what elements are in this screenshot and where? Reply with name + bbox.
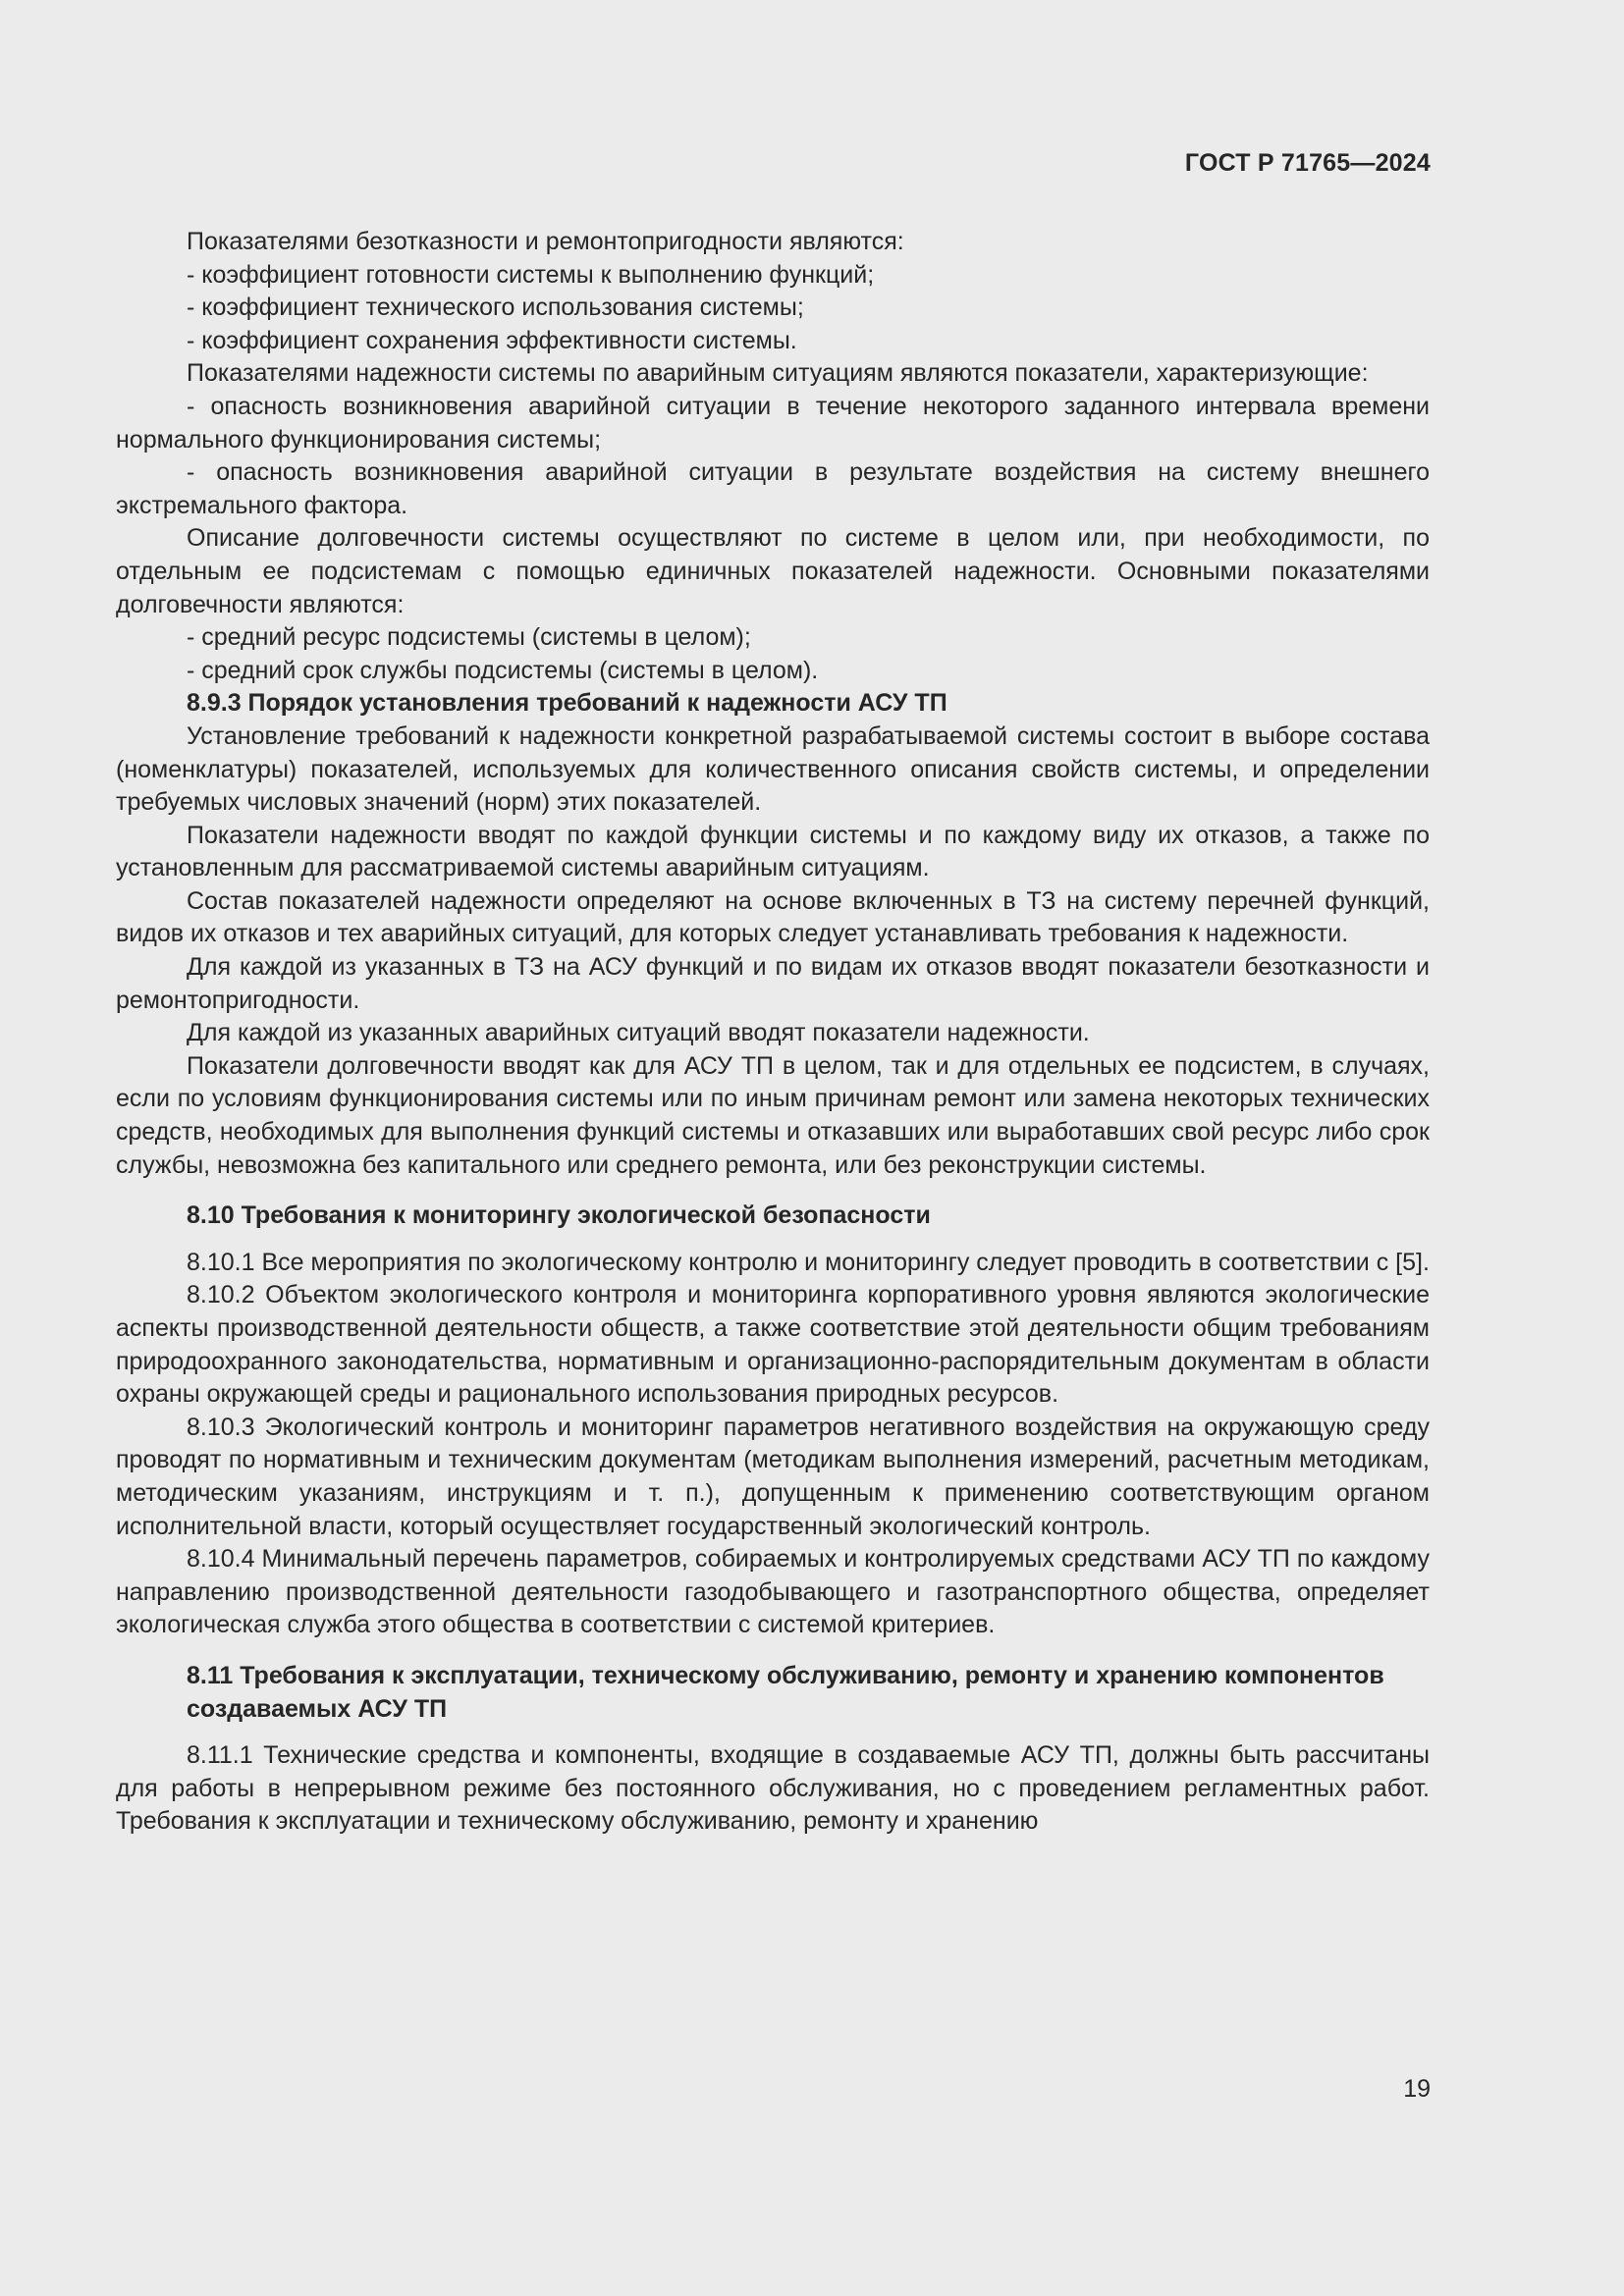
paragraph: 8.10.1 Все мероприятия по экологическому контролю и мониторингу следует проводить в соответствии с [5]. <box>187 1248 1430 1276</box>
paragraph: - коэффициент сохранения эффективности системы. <box>187 326 797 354</box>
paragraph: Для каждой из указанных аварийных ситуаций вводят показатели надежности. <box>187 1019 1090 1047</box>
paragraph: - средний ресурс подсистемы (системы в целом); <box>187 623 751 652</box>
paragraph: - коэффициент готовности системы к выполнению функций; <box>187 260 875 289</box>
document-body <box>116 226 1430 1839</box>
paragraph: Показатели долговечности вводят как для АСУ ТП в целом, так и для отдельных ее подсистем, в случаях, если по условиям функционирования системы или по иным причинам ремонт или замена некоторых технических средств, необходимых для выполнения функций системы и отказавших или выработавших свой ресурс либо срок службы, невозможна без капитального или среднего ремонта, или без реконструкции системы. <box>116 1051 1430 1179</box>
paragraph: - средний срок службы подсистемы (системы в целом). <box>187 656 819 684</box>
paragraph: Для каждой из указанных в ТЗ на АСУ функций и по видам их отказов вводят показатели безотказности и ремонтопригодности. <box>116 953 1430 1014</box>
paragraph: Состав показателей надежности определяют на основе включенных в ТЗ на систему перечней функций, видов их отказов и тех аварийных ситуаций, для которых следует устанавливать требования к надежности. <box>116 886 1430 948</box>
paragraph: Описание долговечности системы осуществляют по системе в целом или, при необходимости, по отдельным ее подсистемам с помощью единичных показателей надежности. Основными показателями долговечности являются: <box>116 524 1430 618</box>
paragraph: 8.10.4 Минимальный перечень параметров, собираемых и контролируемых средствами АСУ ТП по каждому направлению производственной деятельности газодобывающего и газотранспортного общества, определяет экологическая служба этого общества в соответствии с системой критериев. <box>116 1545 1430 1639</box>
paragraph: Показатели надежности вводят по каждой функции системы и по каждому виду их отказов, а также по установленным для рассматриваемой системы аварийным ситуациям. <box>116 821 1430 882</box>
paragraph: - опасность возникновения аварийной ситуации в течение некоторого заданного интервала времени нормального функционирования системы; <box>116 392 1430 454</box>
paragraph: 8.10.3 Экологический контроль и мониторинг параметров негативного воздействия на окружающую среду проводят по нормативным и техническим документам (методикам выполнения измерений, расчетным методикам, методическим указаниям, инструкциям и т. п.), допущенным к применению соответствующим органом исполнительной власти, который осуществляет государственный экологический контроль. <box>116 1413 1430 1540</box>
section-heading: 8.11 Требования к эксплуатации, техническому обслуживанию, ремонту и хранению компонентов создаваемых АСУ ТП <box>187 1661 1384 1723</box>
document-header: ГОСТ Р 71765—2024 <box>1184 149 1431 177</box>
paragraph: Показателями надежности системы по аварийным ситуациям являются показатели, характеризующие: <box>187 359 1369 388</box>
section-heading: 8.10 Требования к мониторингу экологической безопасности <box>187 1201 931 1230</box>
paragraph: 8.10.2 Объектом экологического контроля и мониторинга корпоративного уровня являются экологические аспекты производственной деятельности обществ, а также соответствие этой деятельности общим требованиям природоохранного законодательства, нормативным и организационно-распорядительным документам в области охраны окружающей среды и рационального использования природных ресурсов. <box>116 1281 1430 1409</box>
paragraph: Установление требований к надежности конкретной разрабатываемой системы состоит в выборе состава (номенклатуры) показателей, используемых для количественного описания свойств системы, и определении требуемых числовых значений (норм) этих показателей. <box>116 721 1430 817</box>
paragraph: - коэффициент технического использования системы; <box>187 294 804 322</box>
page-number: 19 <box>1403 2075 1431 2103</box>
paragraph: - опасность возникновения аварийной ситуации в результате воздействия на систему внешнего экстремального фактора. <box>116 458 1430 519</box>
paragraph: 8.11.1 Технические средства и компоненты, входящие в создаваемые АСУ ТП, должны быть рассчитаны для работы в непрерывном режиме без постоянного обслуживания, но с проведением регламентных работ. Требования к эксплуатации и техническому обслуживанию, ремонту и хранению <box>116 1741 1430 1836</box>
section-heading: 8.9.3 Порядок установления требований к надежности АСУ ТП <box>187 689 947 718</box>
paragraph: Показателями безотказности и ремонтопригодности являются: <box>187 228 904 255</box>
